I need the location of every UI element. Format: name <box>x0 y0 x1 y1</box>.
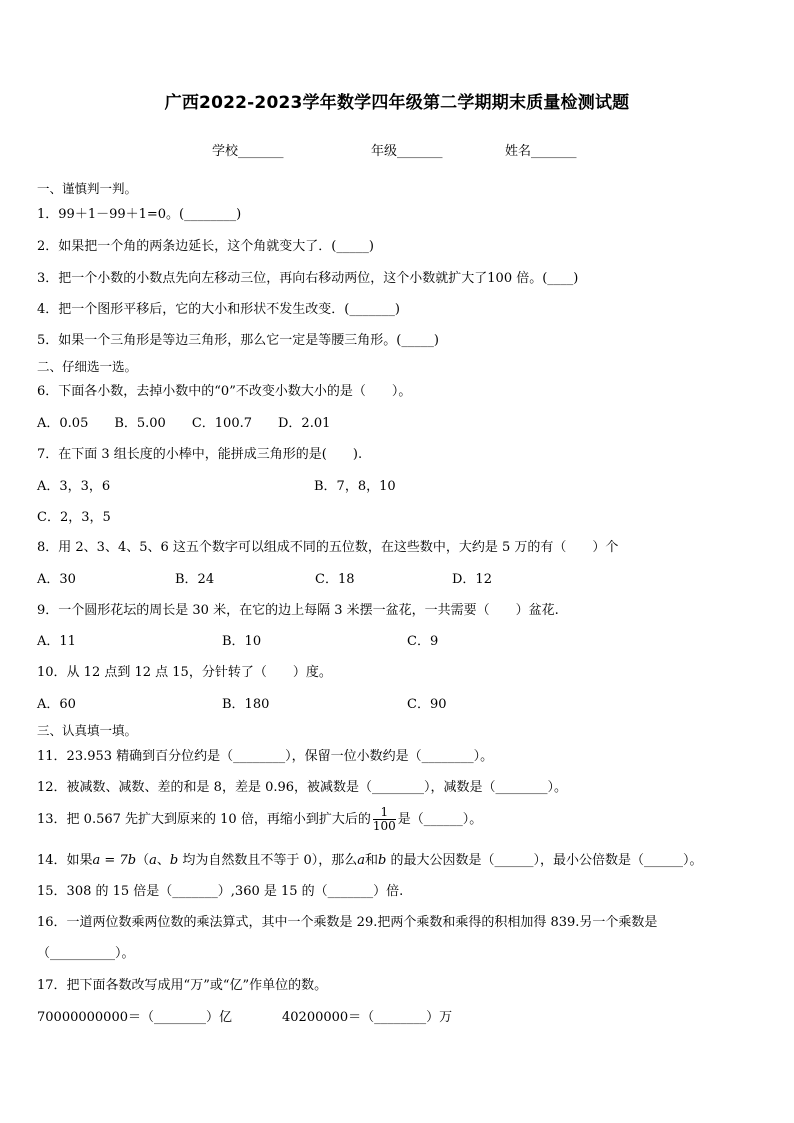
question-14-blanks: 的最大公因数是（______），最小公倍数是（______）。 <box>386 853 703 868</box>
question-14-text: 14．如果 <box>37 853 93 868</box>
question-8-option-d: D．12 <box>452 572 492 587</box>
question-6: 6．下面各小数，去掉小数中的“0”不改变小数大小的是（ ）。 <box>37 384 412 399</box>
question-9-option-b: B．10 <box>222 634 262 649</box>
question-16-line-1: 16．一道两位数乘两位数的乘法算式，其中一个乘数是 29.把两个乘数和乘得的积相加得 839.另一个乘数是 <box>37 915 658 930</box>
question-9-option-c: C．9 <box>407 634 439 649</box>
question-10-option-b: B．180 <box>222 697 270 712</box>
fraction-1-100 <box>373 806 396 833</box>
fraction-denominator: 100 <box>372 819 396 833</box>
section-heading-3: 三、认真填一填。 <box>37 723 138 738</box>
question-9-option-a: A．11 <box>37 634 76 649</box>
question-17-part-b: 40200000＝（________）万 <box>282 1010 453 1025</box>
fraction-numerator: 1 <box>373 806 396 820</box>
question-14-and: 和 <box>365 853 379 868</box>
question-17-part-a: 70000000000＝（________）亿 <box>37 1010 232 1025</box>
question-8: 8．用 2、3、4、5、6 这五个数字可以组成不同的五位数，在这些数中，大约是 5 万的有（ ）个 <box>37 540 619 555</box>
section-heading-2: 二、仔细选一选。 <box>37 359 138 374</box>
question-7-option-b: B．7，8，10 <box>314 479 396 494</box>
question-8-option-a: A．30 <box>37 572 76 587</box>
question-7-option-a: A．3，3，6 <box>37 479 111 494</box>
question-15: 15．308 的 15 倍是（_______）,360 是 15 的（_______）倍. <box>37 884 404 899</box>
question-13-text: 13．把 0.567 先扩大到原来的 10 倍，再缩小到扩大后的 <box>37 812 371 827</box>
var-b: b <box>169 853 179 868</box>
question-12: 12．被减数、减数、差的和是 8，差是 0.96，被减数是（________），减数是（________）。 <box>37 780 568 795</box>
var-a: a <box>149 853 157 868</box>
equation-a-7b: a = 7b <box>92 853 137 868</box>
question-14-paren: （ <box>136 853 150 868</box>
question-4: 4．把一个图形平移后，它的大小和形状不发生改变．(_______) <box>37 302 400 317</box>
question-2: 2．如果把一个角的两条边延长，这个角就变大了．(_____) <box>37 239 374 254</box>
question-10: 10．从 12 点到 12 点 15，分针转了（ ）度。 <box>37 665 332 680</box>
question-13-blank: 是（______）。 <box>397 812 483 827</box>
question-14 <box>37 852 702 870</box>
grade-field: 年级_______ <box>371 144 443 159</box>
question-17: 17．把下面各数改写成用“万”或“亿”作单位的数。 <box>37 978 328 993</box>
question-6-options: A．0.05 B．5.00 C．100.7 D．2.01 <box>37 416 331 431</box>
question-7-option-c: C．2，3，5 <box>37 510 111 525</box>
question-11: 11．23.953 精确到百分位约是（________），保留一位小数约是（________）。 <box>37 749 494 764</box>
page-title: 广西2022-2023学年数学四年级第二学期期末质量检测试题 <box>164 93 630 113</box>
question-14-mid: 均为自然数且不等于 0），那么 <box>178 853 358 868</box>
var-a-2: a <box>357 853 365 868</box>
question-8-option-b: B．24 <box>175 572 215 587</box>
school-field: 学校_______ <box>212 144 284 159</box>
question-9: 9．一个圆形花坛的周长是 30 米，在它的边上每隔 3 米摆一盆花，一共需要（ ）盆花. <box>37 603 559 618</box>
question-8-option-c: C．18 <box>315 572 355 587</box>
section-heading-1: 一、谨慎判一判。 <box>37 181 138 196</box>
question-13 <box>37 805 482 835</box>
question-16-line-2: （__________）。 <box>37 946 135 961</box>
question-10-option-a: A．60 <box>37 697 76 712</box>
question-1: 1．99＋1－99＋1=0。(________) <box>37 207 242 222</box>
question-14-sep: 、 <box>156 853 170 868</box>
question-10-option-c: C．90 <box>407 697 447 712</box>
question-5: 5．如果一个三角形是等边三角形，那么它一定是等腰三角形。(_____) <box>37 333 439 348</box>
question-3: 3．把一个小数的小数点先向左移动三位，再向右移动两位，这个小数就扩大了100 倍。(____) <box>37 271 579 286</box>
var-b-2: b <box>378 853 387 868</box>
question-7: 7．在下面 3 组长度的小棒中，能拼成三角形的是( ). <box>37 447 363 462</box>
name-field: 姓名_______ <box>505 144 577 159</box>
